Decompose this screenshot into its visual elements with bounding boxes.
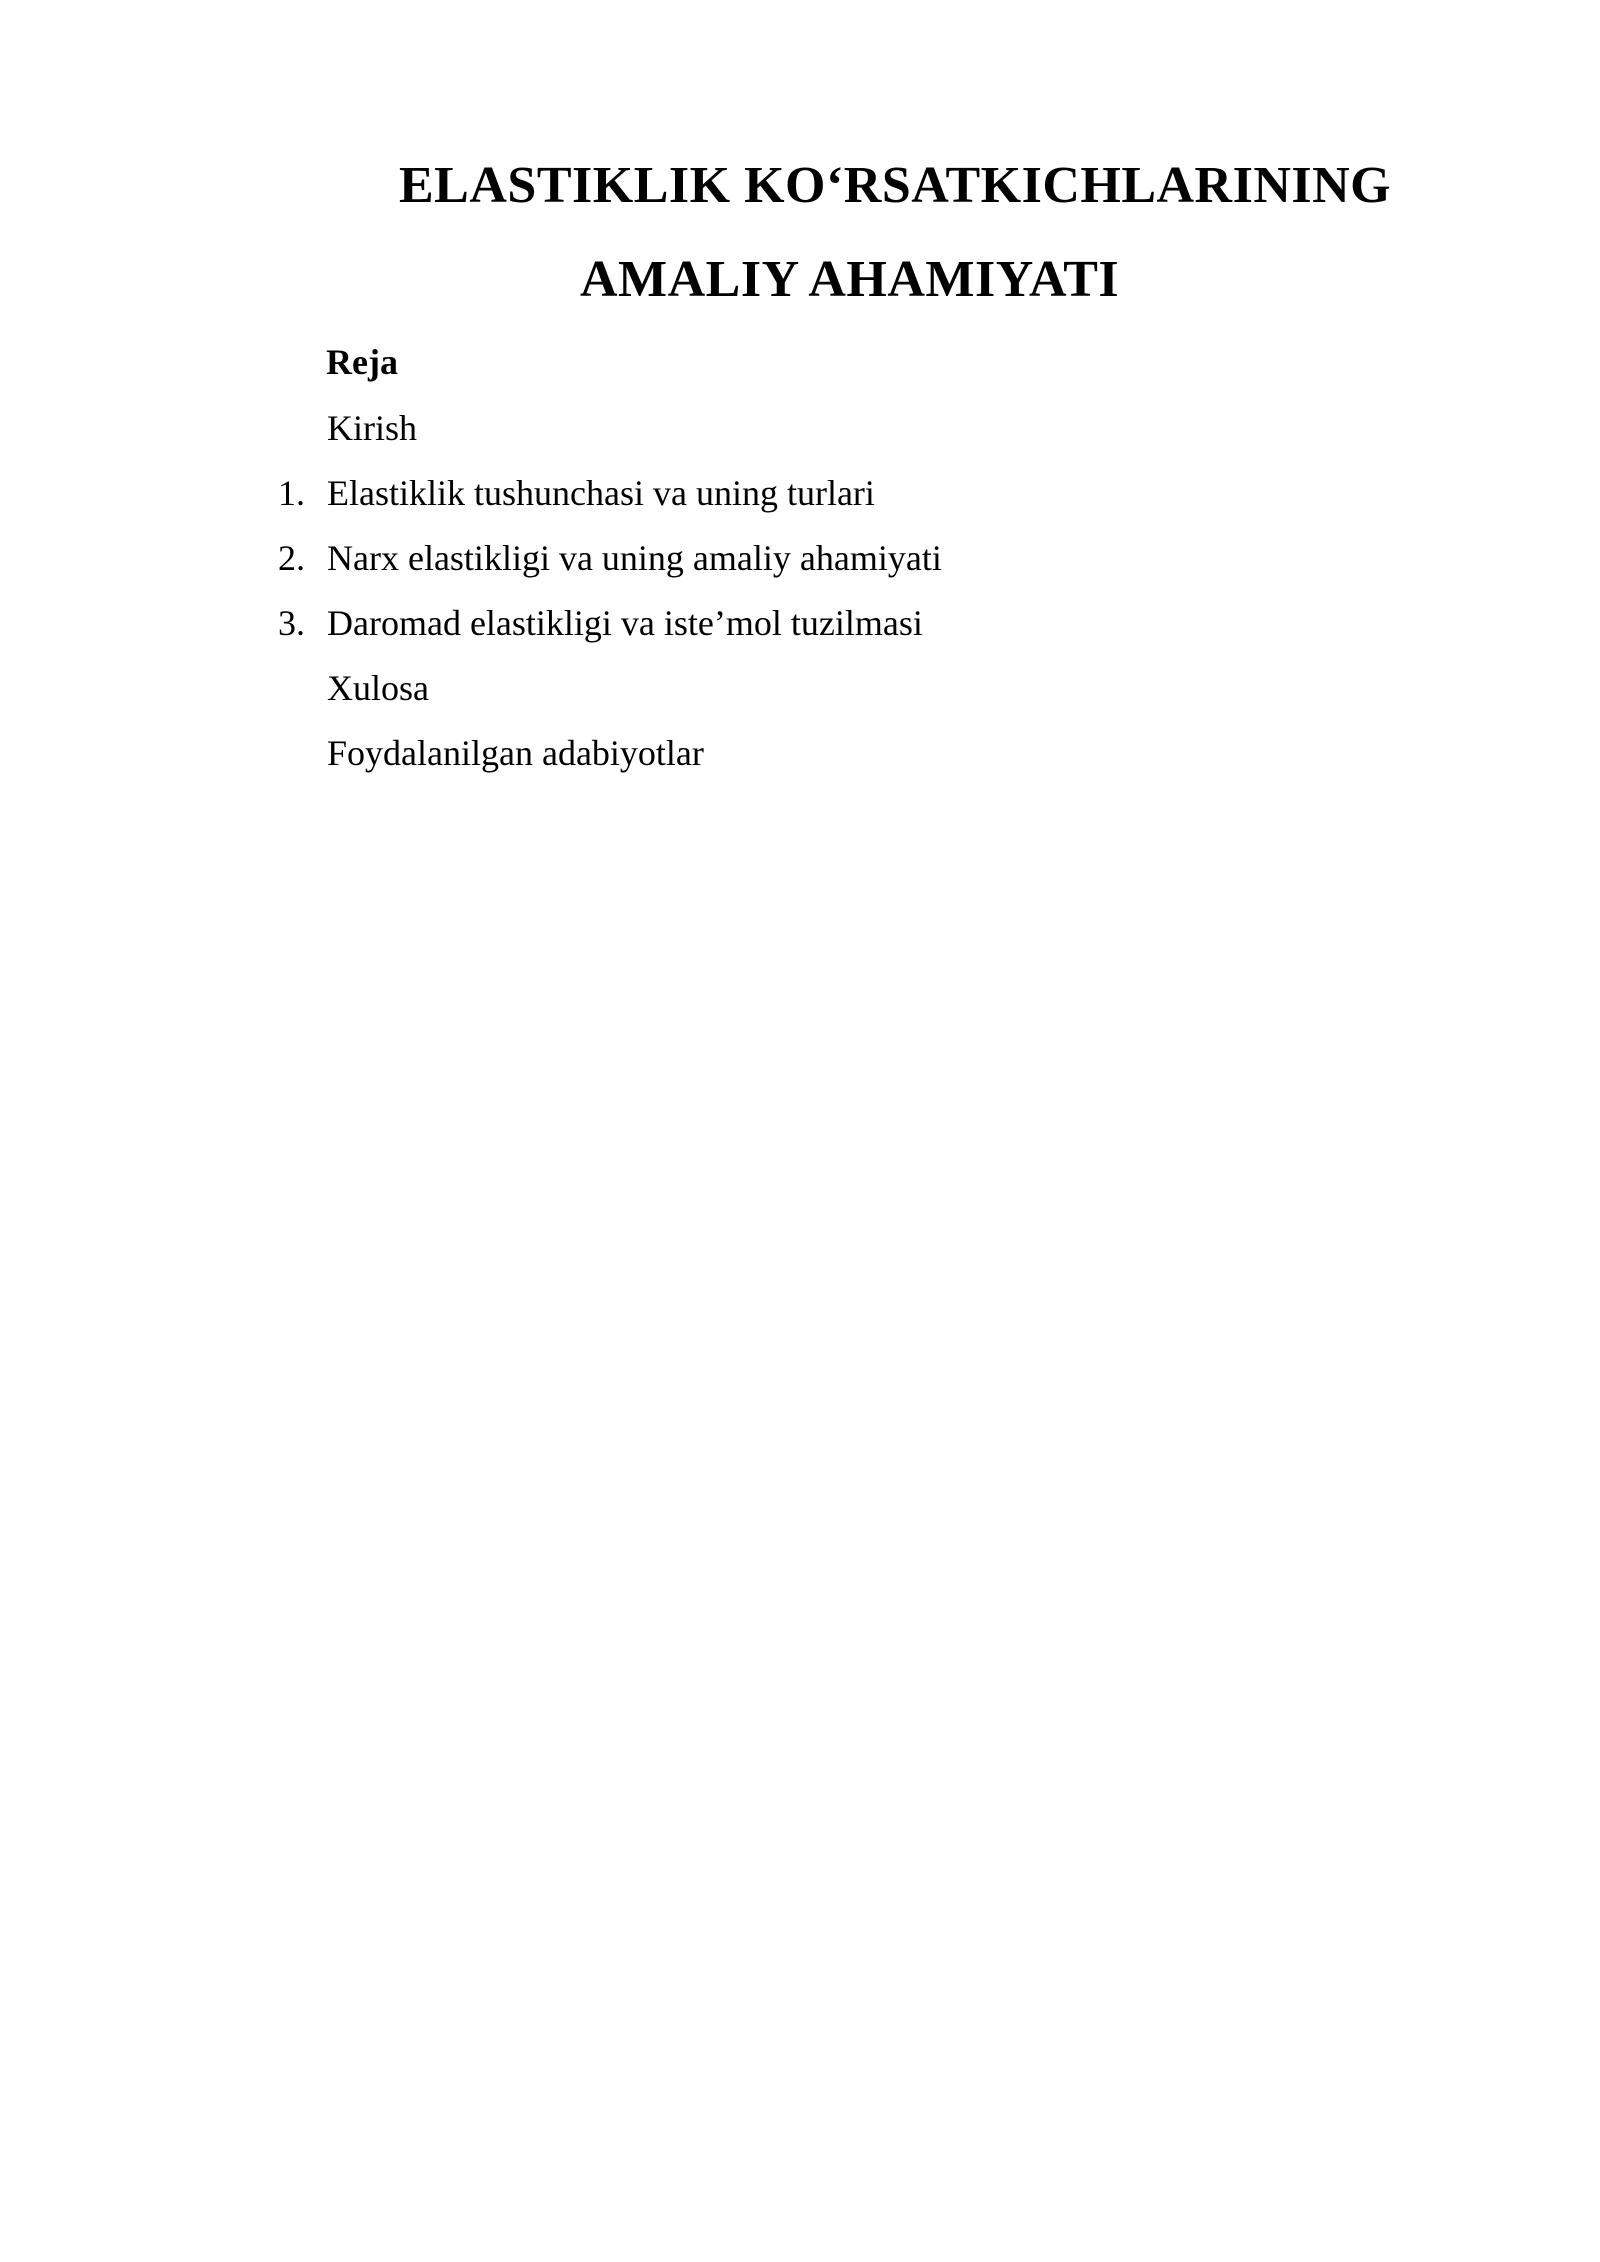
plan-item-references (0, 728, 1200, 778)
plan-item-number: 3. (278, 603, 305, 643)
document-title-line-2: AMALIY AHAMIYATI (580, 251, 1120, 308)
plan-item-number: 2. (278, 538, 305, 578)
plan-item-3 (0, 598, 1200, 648)
plan-item-2 (0, 533, 1200, 583)
plan-item-1 (0, 468, 1200, 518)
plan-item-introduction (0, 403, 1200, 453)
plan-item-conclusion (0, 663, 1200, 713)
plan-item-number: 1. (278, 473, 305, 513)
plan-item-text: Foydalanilgan adabiyotlar (327, 733, 704, 773)
document-title-line-1: ELASTIKLIK KO‘RSATKICHLARINING (399, 157, 1392, 214)
plan-item-text: Xulosa (327, 668, 429, 708)
plan-heading: Reja (326, 342, 398, 382)
plan-item-text: Daromad elastikligi va iste’mol tuzilmasi (327, 603, 923, 643)
plan-item-text: Narx elastikligi va uning amaliy ahamiyati (327, 538, 942, 578)
plan-item-text: Kirish (327, 408, 417, 448)
plan-item-text: Elastiklik tushunchasi va uning turlari (327, 473, 875, 513)
